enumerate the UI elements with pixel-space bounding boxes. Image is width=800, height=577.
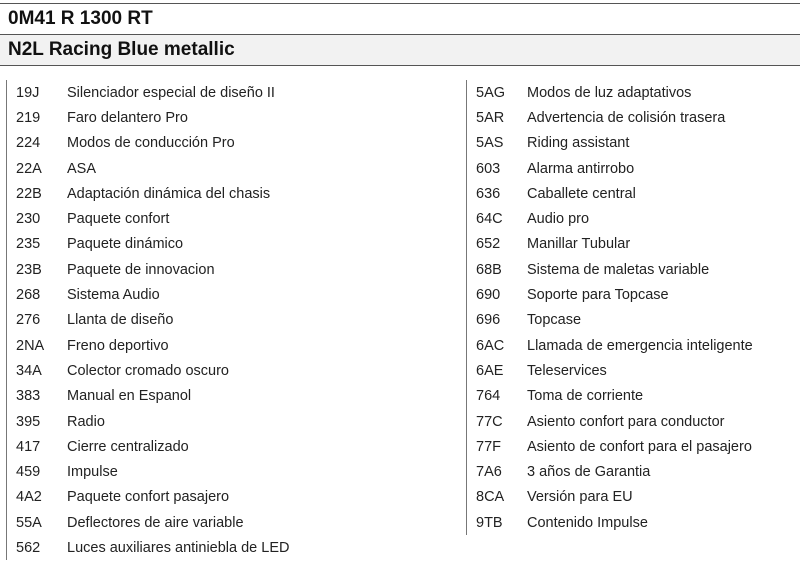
option-code: 7A6 [476,464,502,481]
option-code: 235 [16,236,41,253]
option-code: 652 [476,236,501,253]
option-description: Asiento confort para conductor [527,413,725,430]
option-code: 5AS [476,135,504,152]
option-description: Sistema de maletas variable [527,261,710,278]
option-code: 690 [476,287,501,304]
option-description: Paquete de innovacion [67,261,215,278]
option-item [7,232,466,257]
option-description: Asiento de confort para el pasajero [527,438,752,455]
option-description: Topcase [527,312,582,329]
option-item [7,80,466,105]
option-code: 764 [476,388,501,405]
option-code: 68B [476,261,502,278]
option-description: Adaptación dinámica del chasis [67,185,271,202]
option-item [7,510,466,535]
option-item [7,131,466,156]
option-item [7,257,466,282]
option-description: Toma de corriente [527,388,644,405]
option-description: Luces auxiliares antiniebla de LED [67,539,290,556]
option-item [467,105,800,130]
option-item [7,384,466,409]
option-item [467,232,800,257]
option-description: Teleservices [527,362,607,379]
option-description: Paquete dinámico [67,236,184,253]
option-description: Sistema Audio [67,287,160,304]
option-description: Caballete central [527,185,636,202]
option-item [7,105,466,130]
color-header [0,34,800,66]
option-code: 2NA [16,337,45,354]
option-description: Paquete confort pasajero [67,489,230,506]
options-list-right [467,80,800,535]
option-description: Modos de luz adaptativos [527,84,692,101]
option-code: 19J [16,84,40,101]
option-item [467,358,800,383]
option-item [7,434,466,459]
option-code: 5AR [476,109,505,126]
option-code: 9TB [476,514,503,531]
option-item [7,282,466,307]
option-item [7,358,466,383]
option-description: 3 años de Garantia [527,464,651,481]
option-code: 636 [476,185,501,202]
option-code: 696 [476,312,501,329]
option-item [467,409,800,434]
option-code: 8CA [476,489,505,506]
option-item [7,485,466,510]
option-description: Audio pro [527,211,590,228]
option-item [7,535,466,560]
option-description: Riding assistant [527,135,630,152]
option-code: 219 [16,109,41,126]
option-description: Silenciador especial de diseño II [67,84,275,101]
option-description: Colector cromado oscuro [67,362,229,379]
option-code: 22A [16,160,42,177]
option-description: Alarma antirrobo [527,160,635,177]
option-description: Versión para EU [527,489,633,506]
option-item [467,333,800,358]
option-description: Radio [67,413,105,430]
option-item [467,282,800,307]
option-item [467,206,800,231]
option-item [7,333,466,358]
option-description: Manillar Tubular [527,236,631,253]
option-description: Llanta de diseño [67,312,174,329]
option-item [467,485,800,510]
option-code: 4A2 [16,489,42,506]
option-code: 224 [16,135,41,152]
option-description: ASA [67,160,97,177]
option-description: Cierre centralizado [67,438,189,455]
option-item [467,181,800,206]
option-item [7,409,466,434]
option-code: 77C [476,413,503,430]
option-item [7,459,466,484]
option-description: Manual en Espanol [67,388,192,405]
option-code: 268 [16,287,41,304]
option-code: 77F [476,438,501,455]
option-description: Advertencia de colisión trasera [527,109,726,126]
option-item [467,510,800,535]
option-item [467,156,800,181]
option-code: 383 [16,388,41,405]
option-code: 562 [16,539,41,556]
option-code: 34A [16,362,42,379]
option-item [467,384,800,409]
option-code: 230 [16,211,41,228]
option-item [7,156,466,181]
option-code: 64C [476,211,503,228]
model-header [0,3,800,35]
option-code: 55A [16,514,42,531]
option-description: Contenido Impulse [527,514,648,531]
option-code: 5AG [476,84,506,101]
option-item [467,80,800,105]
option-code: 395 [16,413,41,430]
option-description: Impulse [67,464,118,481]
option-code: 417 [16,438,41,455]
color-title: N2L Racing Blue metallic [8,39,235,60]
option-description: Freno deportivo [67,337,169,354]
option-item [7,308,466,333]
option-description: Deflectores de aire variable [67,514,244,531]
option-item [467,459,800,484]
option-item [7,181,466,206]
options-column-right [466,80,800,535]
option-code: 23B [16,261,42,278]
option-code: 22B [16,185,42,202]
option-item [467,308,800,333]
option-code: 6AC [476,337,505,354]
option-item [467,131,800,156]
option-description: Modos de conducción Pro [67,135,235,152]
option-description: Paquete confort [67,211,170,228]
option-item [7,206,466,231]
model-title: 0M41 R 1300 RT [8,8,153,29]
options-list-left [7,80,466,561]
option-code: 276 [16,312,41,329]
option-item [467,434,800,459]
option-description: Llamada de emergencia inteligente [527,337,753,354]
option-code: 603 [476,160,501,177]
options-column-left [6,80,466,560]
option-code: 6AE [476,362,504,379]
option-description: Faro delantero Pro [67,109,188,126]
option-code: 459 [16,464,41,481]
option-description: Soporte para Topcase [527,287,669,304]
option-item [467,257,800,282]
